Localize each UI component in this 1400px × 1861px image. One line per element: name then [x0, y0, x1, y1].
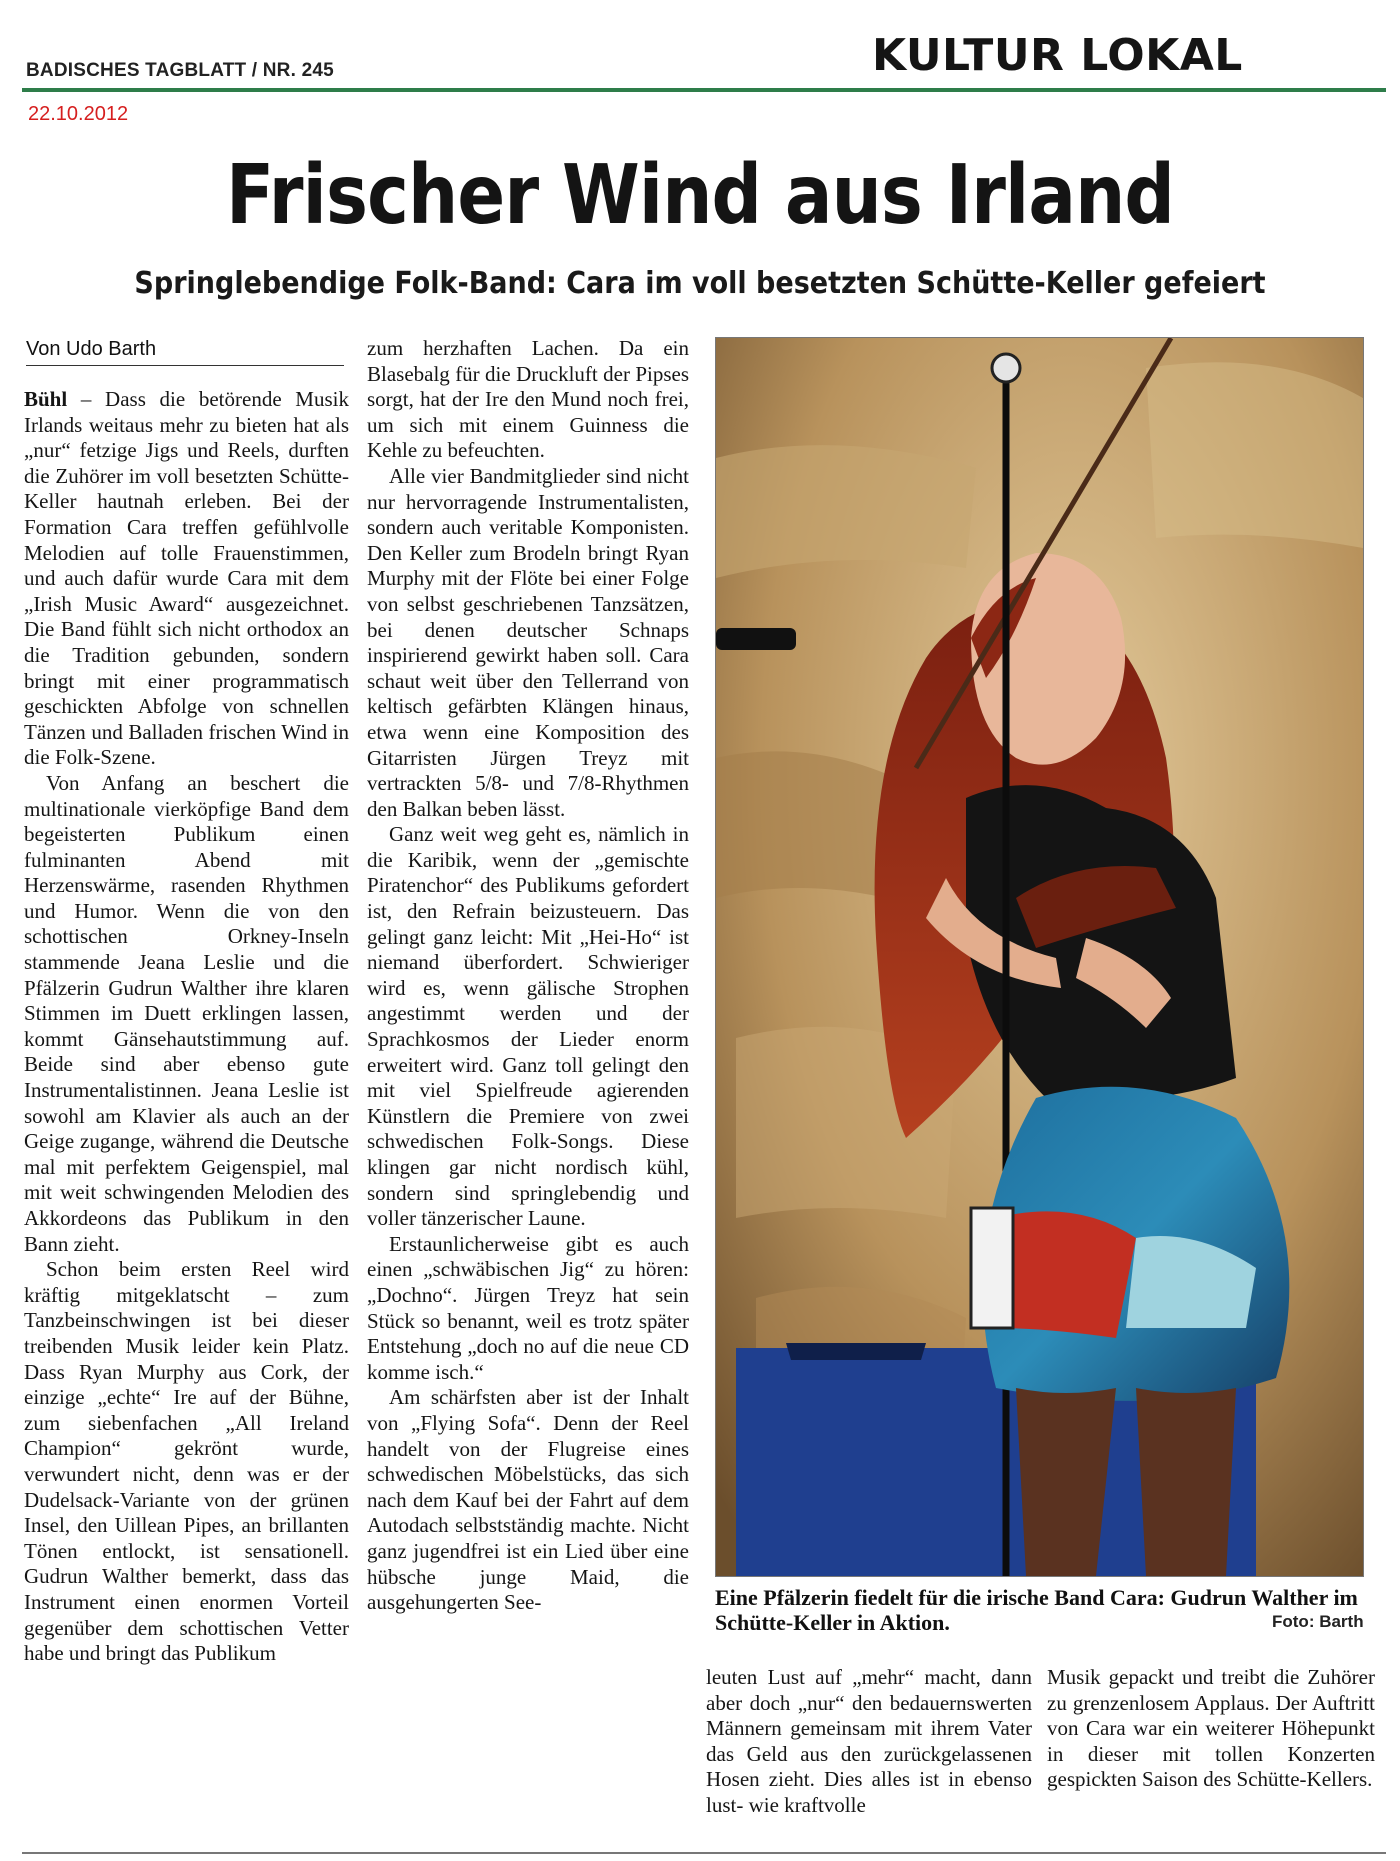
date-stamp: 22.10.2012: [28, 103, 129, 125]
byline: Von Udo Barth: [26, 338, 344, 366]
paragraph: Ganz weit weg geht es, nämlich in die Karibik, wenn der „gemischte Piratenchor“ des Publikums gefordert ist, den Refrain beizusteuern. Das gelingt ganz leicht: Mit „Hei-Ho“ ist niemand überfordert. Schwieriger wird es, wenn gälische Strophen angestimmt werden und der Sprachkosmos der Lieder enorm erweitert wird. Ganz toll gelingt den mit viel Spielfreude agierenden Künstlern die Premiere von zwei schwedischen Folk-Songs. Diese klingen gar nicht nordisch kühl, sondern sind springlebendig und voller tänzerischer Laune.: [367, 822, 689, 1231]
paragraph: Am schärfsten aber ist der Inhalt von „Flying Sofa“. Denn der Reel handelt von der Flugreise eines schwedischen Möbelstücks, das sich nach dem Kauf bei der Fahrt auf dem Autodach selbstständig machte. Nicht ganz jugendfrei ist ein Lied über eine hübsche junge Maid, die ausgehungerten See-: [367, 1385, 689, 1615]
paragraph: Musik gepackt und treibt die Zuhörer zu grenzenlosem Applaus. Der Auftritt von Cara war ein weiterer Höhepunkt in dieser mit tollen Konzerten gespickten Saison des Schütte-Kellers.: [1047, 1665, 1375, 1792]
article-column-4: [1047, 1665, 1375, 1793]
newspaper-name: BADISCHES TAGBLATT / NR. 245: [26, 60, 334, 81]
section-title: KULTUR LOKAL: [872, 30, 1243, 81]
article-column-3: [706, 1665, 1032, 1819]
header-divider: [22, 88, 1386, 92]
photo-credit: Foto: Barth: [1272, 1612, 1364, 1631]
paragraph: Schon beim ersten Reel wird kräftig mitgeklatscht – zum Tanzbeinschwingen ist bei dieser treibenden Musik leider kein Platz. Dass Ryan Murphy aus Cork, der einzige „echte“ Ire auf der Bühne, zum siebenfachen „All Ireland Champion“ gekrönt wurde, verwundert nicht, denn was er der Dudelsack-Variante von der grünen Insel, den Uillean Pipes, an brillanten Tönen entlockt, ist sensationell. Gudrun Walther bemerkt, dass das Instrument einen enormen Vorteil gegenüber dem schottischen Vetter habe und bringt das Publikum: [24, 1257, 349, 1666]
paragraph-text: – Dass die betörende Musik Irlands weitaus mehr zu bieten hat als „nur“ fetzige Jigs und Reels, durften die Zuhörer im voll besetzten Schütte-Keller hautnah erleben. Bei der Formation Cara treffen gefühlvolle Melodien auf tolle Frauenstimmen, und auch dafür wurde Cara mit dem „Irish Music Award“ ausgezeichnet. Die Band fühlt sich nicht orthodox an die Tradition gebunden, sondern bringt mit einer programmatisch geschickten Abfolge von schnellen Tänzen und Balladen frischen Wind in die Folk-Szene.: [24, 387, 349, 770]
concert-photo: [715, 337, 1364, 1577]
footer-divider: [22, 1852, 1386, 1854]
dateline: Bühl: [24, 387, 68, 411]
paragraph: [24, 387, 349, 771]
paragraph: Von Anfang an beschert die multinationale vierköpfige Band dem begeisterten Publikum einen fulminanten Abend mit Herzenswärme, rasenden Rhythmen und Humor. Wenn die von den schottischen Orkney-Inseln stammende Jeana Leslie und die Pfälzerin Gudrun Walther ihre klaren Stimmen im Duett erklingen lassen, kommt Gänsehautstimmung auf. Beide sind aber ebenso gute Instrumentalistinnen. Jeana Leslie ist sowohl am Klavier als auch an der Geige zugange, während die Deutsche mal mit perfektem Geigenspiel, mal mit weit schwingenden Melodien des Akkordeons das Publikum in den Bann zieht.: [24, 770, 349, 1256]
headline: Frischer Wind aus Irland: [225, 148, 1175, 243]
subheadline: Springlebendige Folk-Band: Cara im voll besetzten Schütte-Keller gefeiert: [134, 266, 1266, 301]
article-column-2: [367, 336, 689, 1616]
photo-caption: Eine Pfälzerin fiedelt für die irische Band Cara: Gudrun Walther im Schütte-Keller in Aktion.: [715, 1585, 1358, 1635]
paragraph: Erstaunlicherweise gibt es auch einen „schwäbischen Jig“ zu hören: „Dochno“. Jürgen Treyz hat sein Stück so benannt, weil es trotz später Entstehung „doch no auf die neue CD komme isch.“: [367, 1231, 689, 1384]
article-column-1: [24, 387, 349, 1667]
paragraph: Alle vier Bandmitglieder sind nicht nur hervorragende Instrumentalisten, sondern auch veritable Komponisten. Den Keller zum Brodeln bringt Ryan Murphy mit der Flöte bei einer Folge von selbst geschriebenen Tanzsätzen, bei denen deutscher Schnaps inspirierend gewirkt haben soll. Cara schaut weit über den Tellerrand von keltisch gefärbten Klängen hinaus, etwa wenn eine Komposition des Gitarristen Jürgen Treyz mit vertrackten 5/8- und 7/8-Rhythmen den Balkan beben lässt.: [367, 463, 689, 821]
fiddler-illustration: [716, 338, 1363, 1576]
paragraph: zum herzhaften Lachen. Da ein Blasebalg für die Druckluft der Pipses sorgt, hat der Ire den Mund noch frei, um sich mit einem Guinness die Kehle zu befeuchten.: [367, 336, 689, 463]
paragraph: leuten Lust auf „mehr“ macht, dann aber doch „nur“ den bedauernswerten Männern gemeinsam mit ihrem Vater das Geld aus den zurückgelassenen Hosen zieht. Dies alles ist in ebenso lust- wie kraftvolle: [706, 1665, 1032, 1817]
